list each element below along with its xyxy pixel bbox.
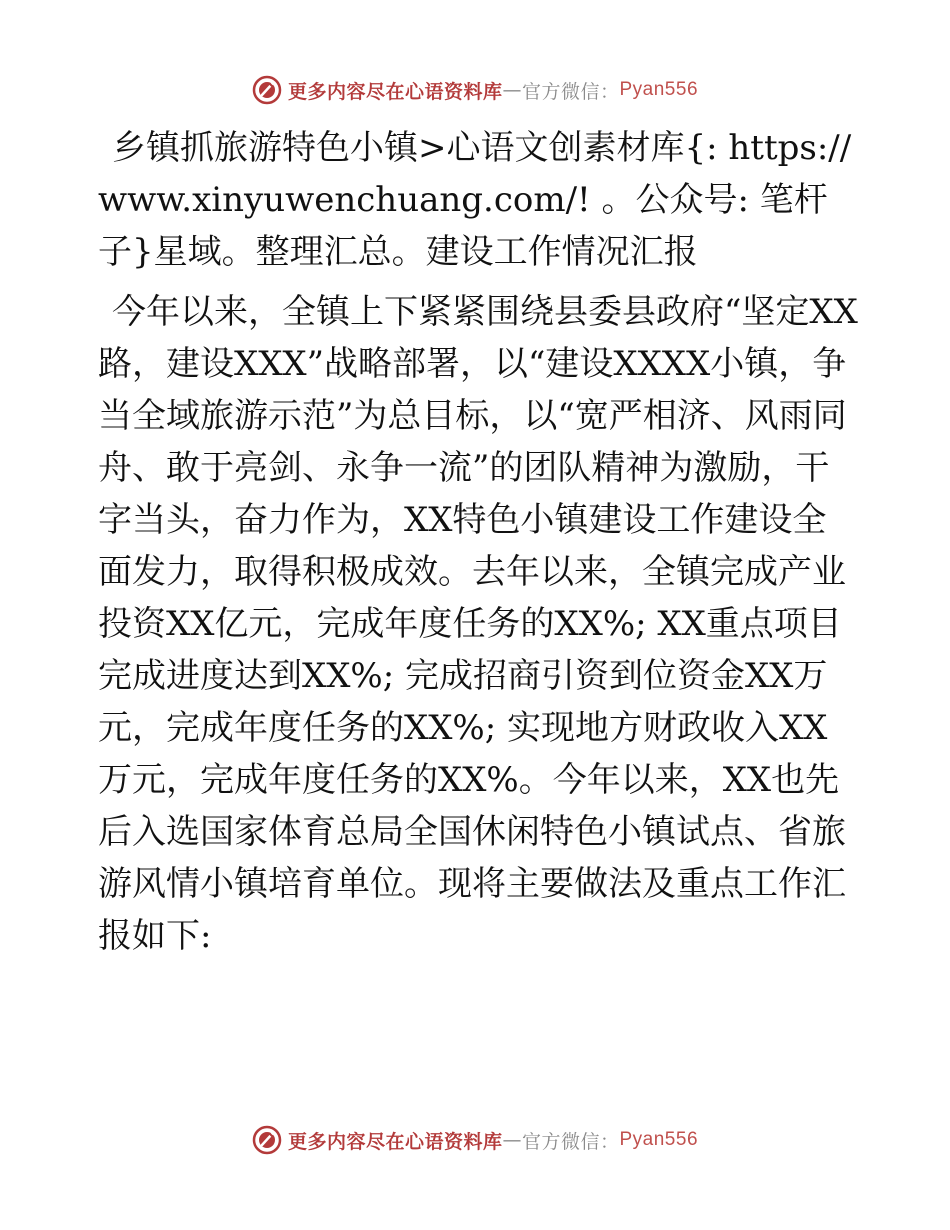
document-paragraph-text: 今年以来，全镇上下紧紧围绕县委县政府“坚定XX路，建设XXX”战略部署，以“建设XXXX小镇，争当全域旅游示范”为总目标，以“宽严相济、风雨同舟、敢于亮剑、永争一流”的团队精神为激励，干字当头，奋力作为，XX特色小镇建设工作建设全面发力，取得积极成效。去年以来，全镇完成产业投资XX亿元，完成年度任务的XX%; XX重点项目完成进度达到XX%; 完成招商引资到位资金XX万元，完成年度任务的XX%; 实现地方财政收入XX万元，完成年度任务的XX%。今年以来，XX也先后入选国家体育总局全国休闲特色小镇试点、省旅游风情小镇培育单位。现将主要做法及重点工作汇报如下:	[98, 292, 858, 956]
brand-logo-icon	[252, 75, 282, 105]
document-paragraph	[98, 286, 858, 962]
brand-logo-icon	[252, 1125, 282, 1155]
watermark-separator: —	[502, 79, 522, 101]
watermark-wechat-label: 官方微信：	[521, 1130, 620, 1153]
document-title-text: 乡镇抓旅游特色小镇>心语文创素材库{: https://www.xinyuwenchuang.com/! 。公众号: 笔杆子}星域。整理汇总。建设工作情况汇报	[98, 128, 852, 272]
document-body	[98, 122, 858, 962]
footer-watermark	[0, 1122, 950, 1158]
watermark-wechat-label: 官方微信：	[521, 80, 620, 103]
watermark-wechat-id: Pyan556	[619, 1129, 699, 1150]
watermark-brand-text: 更多内容尽在心语资料库	[287, 1130, 503, 1153]
document-title	[98, 122, 858, 278]
watermark-wechat-id: Pyan556	[619, 79, 699, 100]
header-watermark	[0, 72, 950, 108]
watermark-separator: —	[502, 1129, 522, 1151]
watermark-brand-text: 更多内容尽在心语资料库	[287, 80, 503, 103]
